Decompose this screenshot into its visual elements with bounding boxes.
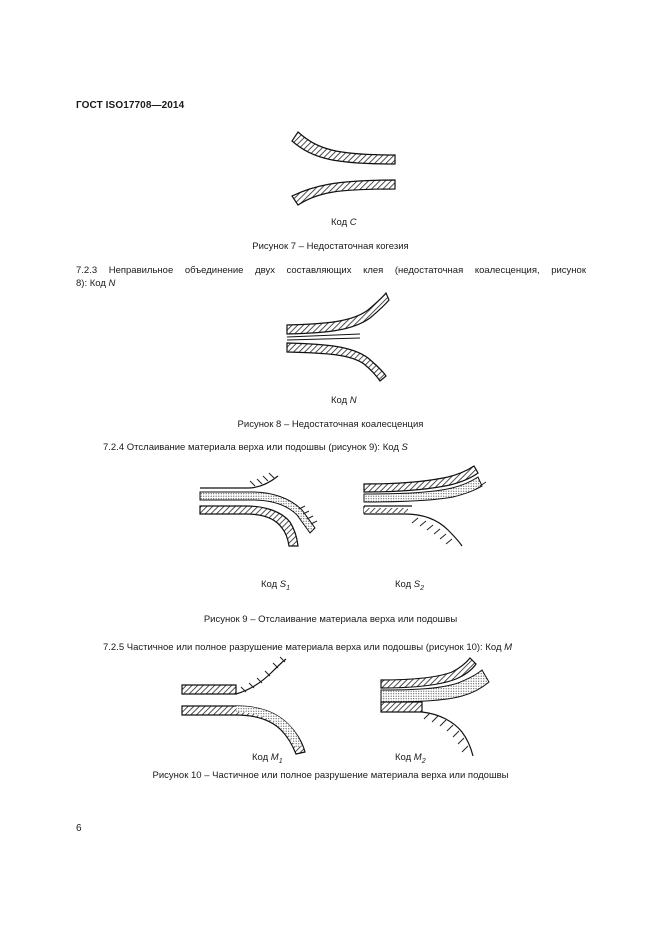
section-7-2-5-text: 7.2.5 Частичное или полное разрушение материала верха или подошвы (рисунок 10): Код M [103,642,513,653]
figure-10-m2-label: Код $M_2$ [395,752,426,765]
figure-9-s2-drawing [364,466,486,546]
figure-10-m2-drawing [381,658,489,756]
figure-8-caption: Рисунок 8 – Недостаточная коалесценция [237,419,424,430]
figure-10-m1-drawing [182,657,305,754]
figure-7-drawing [292,132,395,205]
figure-7-code-label: Код C [331,217,357,228]
figure-8-drawing [287,293,389,381]
figure-9-s2-label: Код $S_2$ [395,579,425,592]
figure-9-s1-drawing [200,473,317,546]
section-7-2-3-text: 7.2.3 Неправильное объединение двух составляющих клея (недостаточная коалесценция, рисунок [76,265,586,276]
figure-10-caption: Рисунок 10 – Частичное или полное разрушение материала верха или подошвы [152,770,509,781]
figure-9-s1-label: Код $S_1$ [261,579,291,592]
figure-9-caption: Рисунок 9 – Отслаивание материала верха или подошвы [203,614,458,625]
figure-7-caption: Рисунок 7 – Недостаточная когезия [252,241,409,252]
section-7-2-3-text-cont: 8): Код N [76,278,116,289]
document-header: ГОСТ ISO17708—2014 [76,100,185,111]
section-7-2-4-text: 7.2.4 Отслаивание материала верха или подошвы (рисунок 9): Код S [103,442,408,453]
figure-8-code-label: Код N [331,395,357,406]
figure-10-m1-label: Код $M_1$ [252,752,283,765]
page-number: 6 [76,823,82,834]
